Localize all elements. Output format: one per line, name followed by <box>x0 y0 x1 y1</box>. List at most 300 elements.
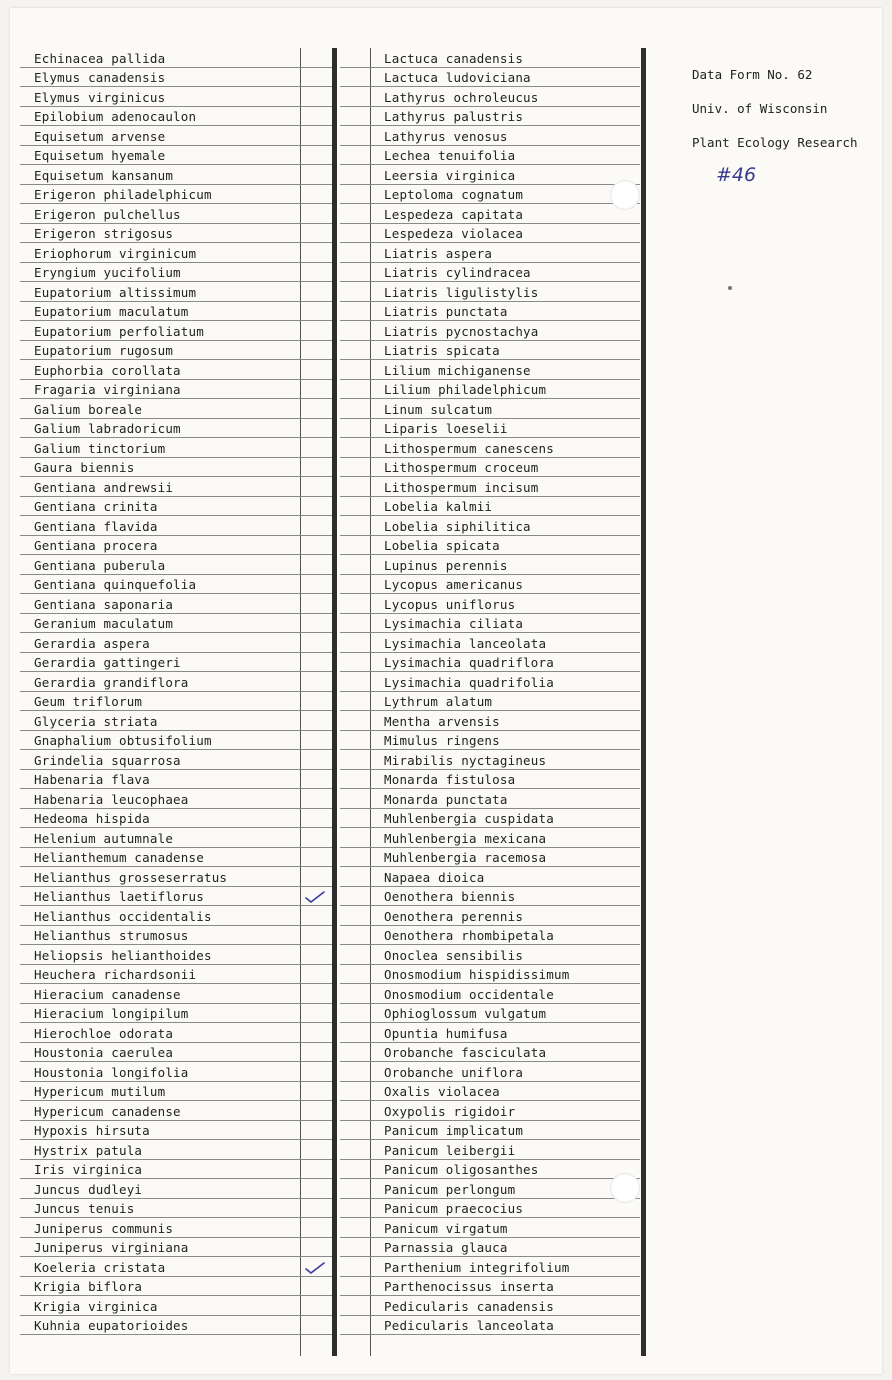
species-row <box>340 399 640 419</box>
species-name: Equisetum arvense <box>34 128 166 144</box>
check-cell[interactable] <box>624 694 646 710</box>
species-name: Oxypolis rigidoir <box>384 1103 516 1119</box>
species-row <box>20 633 332 653</box>
species-name: Juncus dudleyi <box>34 1181 143 1197</box>
species-row <box>20 516 332 536</box>
species-row <box>340 1179 640 1199</box>
check-cell[interactable] <box>304 324 326 340</box>
check-cell[interactable] <box>304 889 326 905</box>
check-cell[interactable] <box>304 948 326 964</box>
check-cell[interactable] <box>624 772 646 788</box>
check-cell[interactable] <box>624 753 646 769</box>
species-row <box>340 1121 640 1141</box>
check-cell[interactable] <box>624 811 646 827</box>
check-cell[interactable] <box>304 636 326 652</box>
check-cell[interactable] <box>624 421 646 437</box>
check-cell[interactable] <box>624 324 646 340</box>
check-cell[interactable] <box>304 597 326 613</box>
species-name: Leptoloma cognatum <box>384 187 524 202</box>
check-cell[interactable] <box>624 1318 646 1334</box>
species-name: Monarda fistulosa <box>384 772 516 787</box>
species-name: Lathyrus venosus <box>384 128 508 144</box>
check-cell[interactable] <box>304 265 326 281</box>
check-cell[interactable] <box>304 499 326 515</box>
department: Plant Ecology Research <box>692 135 858 150</box>
species-row <box>340 516 640 536</box>
species-name: Oxalis violacea <box>384 1084 500 1099</box>
species-row <box>20 926 332 946</box>
species-name: Lobelia spicata <box>384 538 500 553</box>
species-name: Hypericum mutilum <box>34 1084 166 1099</box>
check-cell[interactable] <box>304 363 326 379</box>
check-cell[interactable] <box>624 1279 646 1295</box>
species-name: Heliopsis helianthoides <box>34 947 212 963</box>
check-cell[interactable] <box>624 285 646 301</box>
check-cell[interactable] <box>304 246 326 262</box>
species-row <box>20 1316 332 1336</box>
check-cell[interactable] <box>304 1123 326 1139</box>
check-cell[interactable] <box>304 187 326 203</box>
species-name: Gerardia grandiflora <box>34 674 189 690</box>
check-cell[interactable] <box>304 1143 326 1159</box>
species-name: Muhlenbergia cuspidata <box>384 811 554 826</box>
check-cell[interactable] <box>304 129 326 145</box>
check-cell[interactable] <box>624 51 646 67</box>
species-row <box>20 809 332 829</box>
check-cell[interactable] <box>304 616 326 632</box>
species-row <box>340 828 640 848</box>
check-cell[interactable] <box>624 850 646 866</box>
check-cell[interactable] <box>304 402 326 418</box>
species-name: Hystrix patula <box>34 1142 143 1158</box>
species-name: Mentha arvensis <box>384 713 500 729</box>
species-table <box>10 48 650 1358</box>
check-cell[interactable] <box>304 1240 326 1256</box>
species-name: Gentiana quinquefolia <box>34 577 197 592</box>
species-name: Lycopus americanus <box>384 577 524 592</box>
checkmark-icon <box>304 1260 326 1276</box>
species-row <box>20 360 332 380</box>
species-row <box>20 653 332 673</box>
check-cell[interactable] <box>304 1299 326 1315</box>
species-row <box>340 614 640 634</box>
check-cell[interactable] <box>624 148 646 164</box>
check-cell[interactable] <box>624 948 646 964</box>
check-cell[interactable] <box>624 714 646 730</box>
species-name: Eupatorium altissimum <box>34 284 197 300</box>
check-cell[interactable] <box>624 1045 646 1061</box>
species-row <box>20 224 332 244</box>
check-cell[interactable] <box>304 168 326 184</box>
species-row <box>340 458 640 478</box>
check-cell[interactable] <box>304 792 326 808</box>
species-name: Lobelia kalmii <box>384 499 493 514</box>
species-name: Napaea dioica <box>384 869 485 885</box>
check-cell[interactable] <box>304 811 326 827</box>
check-cell[interactable] <box>304 831 326 847</box>
check-cell[interactable] <box>624 70 646 86</box>
check-cell[interactable] <box>304 382 326 398</box>
species-name: Lysimachia quadrifolia <box>384 674 554 690</box>
species-row <box>20 887 332 907</box>
species-row <box>340 731 640 751</box>
species-row <box>340 341 640 361</box>
check-cell[interactable] <box>624 538 646 554</box>
check-cell[interactable] <box>304 1279 326 1295</box>
checkmark-icon <box>304 889 326 905</box>
check-cell[interactable] <box>624 109 646 125</box>
check-cell[interactable] <box>624 987 646 1003</box>
species-name: Gerardia aspera <box>34 635 150 651</box>
species-name: Juniperus communis <box>34 1220 174 1236</box>
species-row <box>340 282 640 302</box>
check-cell[interactable] <box>304 90 326 106</box>
species-row <box>20 692 332 712</box>
species-row <box>20 1121 332 1141</box>
species-name: Lythrum alatum <box>384 694 493 709</box>
check-cell[interactable] <box>624 1201 646 1217</box>
species-name: Lithospermum croceum <box>384 460 539 475</box>
species-name: Echinacea pallida <box>34 50 166 66</box>
species-name: Lithospermum incisum <box>384 479 539 495</box>
species-row <box>340 926 640 946</box>
species-name: Eryngium yucifolium <box>34 265 181 280</box>
check-cell[interactable] <box>624 265 646 281</box>
species-name: Euphorbia corollata <box>34 362 181 378</box>
species-row <box>20 282 332 302</box>
species-name: Panicum praecocius <box>384 1201 524 1216</box>
species-row <box>20 419 332 439</box>
check-cell[interactable] <box>624 129 646 145</box>
species-name: Fragaria virginiana <box>34 382 181 397</box>
check-cell[interactable] <box>304 285 326 301</box>
check-cell[interactable] <box>624 1221 646 1237</box>
species-row <box>340 1238 640 1258</box>
species-row <box>340 633 640 653</box>
species-row <box>20 1101 332 1121</box>
species-row <box>20 68 332 88</box>
species-name: Panicum leibergii <box>384 1142 516 1158</box>
species-row <box>20 1082 332 1102</box>
species-row <box>20 243 332 263</box>
check-cell[interactable] <box>304 772 326 788</box>
check-cell[interactable] <box>624 616 646 632</box>
species-name: Hypoxis hirsuta <box>34 1123 150 1138</box>
check-cell[interactable] <box>624 1299 646 1315</box>
check-cell[interactable] <box>304 538 326 554</box>
species-row <box>340 1199 640 1219</box>
species-name: Krigia virginica <box>34 1298 158 1314</box>
species-row <box>20 1004 332 1024</box>
species-row <box>340 87 640 107</box>
species-name: Hieracium longipilum <box>34 1006 189 1021</box>
check-cell[interactable] <box>624 441 646 457</box>
species-row <box>340 692 640 712</box>
check-cell[interactable] <box>304 733 326 749</box>
check-cell[interactable] <box>624 246 646 262</box>
check-cell[interactable] <box>624 480 646 496</box>
check-cell[interactable] <box>304 1260 326 1276</box>
species-row <box>20 185 332 205</box>
check-cell[interactable] <box>624 792 646 808</box>
species-name: Lysimachia quadriflora <box>384 655 554 670</box>
species-row <box>20 1043 332 1063</box>
species-name: Equisetum kansanum <box>34 167 174 183</box>
check-cell[interactable] <box>624 1123 646 1139</box>
check-cell[interactable] <box>304 1221 326 1237</box>
check-cell[interactable] <box>304 655 326 671</box>
check-cell[interactable] <box>624 909 646 925</box>
species-name: Eupatorium maculatum <box>34 304 189 319</box>
check-cell[interactable] <box>304 909 326 925</box>
species-row <box>20 594 332 614</box>
check-cell[interactable] <box>304 304 326 320</box>
species-row <box>340 497 640 517</box>
species-name: Helianthus grosseserratus <box>34 869 228 885</box>
species-name: Epilobium adenocaulon <box>34 109 197 124</box>
species-name: Pedicularis canadensis <box>384 1298 554 1314</box>
species-list-left <box>20 48 332 1358</box>
check-cell[interactable] <box>304 870 326 886</box>
check-cell[interactable] <box>304 421 326 437</box>
check-cell[interactable] <box>304 1162 326 1178</box>
species-row <box>340 224 640 244</box>
check-cell[interactable] <box>304 714 326 730</box>
check-cell[interactable] <box>624 928 646 944</box>
check-cell[interactable] <box>624 675 646 691</box>
species-row <box>340 1140 640 1160</box>
species-name: Helianthus strumosus <box>34 928 189 943</box>
check-cell[interactable] <box>624 1240 646 1256</box>
check-cell[interactable] <box>624 1026 646 1042</box>
check-cell[interactable] <box>304 987 326 1003</box>
species-row <box>340 477 640 497</box>
check-cell[interactable] <box>624 597 646 613</box>
check-cell[interactable] <box>624 558 646 574</box>
species-name: Orobanche fasciculata <box>384 1045 547 1060</box>
species-row <box>340 419 640 439</box>
species-row <box>340 1160 640 1180</box>
check-cell[interactable] <box>624 655 646 671</box>
check-cell[interactable] <box>624 343 646 359</box>
check-cell[interactable] <box>304 460 326 476</box>
species-row <box>20 828 332 848</box>
species-name: Gentiana procera <box>34 538 158 553</box>
form-header <box>692 58 858 160</box>
species-row <box>20 263 332 283</box>
check-cell[interactable] <box>624 831 646 847</box>
species-row <box>20 341 332 361</box>
species-name: Gentiana saponaria <box>34 596 174 612</box>
species-name: Liatris punctata <box>384 304 508 319</box>
check-cell[interactable] <box>624 577 646 593</box>
species-name: Liatris ligulistylis <box>384 284 539 300</box>
species-name: Onosmodium hispidissimum <box>384 967 570 982</box>
species-row <box>340 1043 640 1063</box>
check-cell[interactable] <box>304 1084 326 1100</box>
species-name: Pedicularis lanceolata <box>384 1318 554 1333</box>
check-cell[interactable] <box>304 1182 326 1198</box>
species-row <box>20 1179 332 1199</box>
species-row <box>340 165 640 185</box>
check-cell[interactable] <box>624 636 646 652</box>
check-cell[interactable] <box>624 1143 646 1159</box>
species-name: Elymus virginicus <box>34 89 166 105</box>
check-cell[interactable] <box>624 1260 646 1276</box>
species-row <box>340 1257 640 1277</box>
species-row <box>20 1199 332 1219</box>
species-row <box>20 1140 332 1160</box>
species-name: Panicum oligosanthes <box>384 1162 539 1177</box>
institution: Univ. of Wisconsin <box>692 101 828 116</box>
species-row <box>340 1296 640 1316</box>
check-cell[interactable] <box>304 109 326 125</box>
check-cell[interactable] <box>624 870 646 886</box>
species-name: Lilium michiganense <box>384 362 531 378</box>
species-name: Gentiana flavida <box>34 518 158 534</box>
punch-hole-top <box>610 180 640 210</box>
check-cell[interactable] <box>624 519 646 535</box>
species-name: Hedeoma hispida <box>34 811 150 826</box>
species-name: Lathyrus palustris <box>384 109 524 124</box>
species-name: Krigia biflora <box>34 1279 143 1294</box>
species-name: Oenothera perennis <box>384 908 524 924</box>
species-name: Geranium maculatum <box>34 616 174 631</box>
check-cell[interactable] <box>624 1104 646 1120</box>
check-cell[interactable] <box>304 1104 326 1120</box>
species-name: Helianthus occidentalis <box>34 908 212 924</box>
check-cell[interactable] <box>304 148 326 164</box>
species-name: Lobelia siphilitica <box>384 518 531 534</box>
species-row <box>340 1023 640 1043</box>
species-row <box>20 126 332 146</box>
species-row <box>340 438 640 458</box>
check-cell[interactable] <box>624 889 646 905</box>
check-cell[interactable] <box>304 1201 326 1217</box>
species-name: Lupinus perennis <box>384 557 508 573</box>
check-cell[interactable] <box>304 441 326 457</box>
check-cell[interactable] <box>624 226 646 242</box>
check-cell[interactable] <box>304 51 326 67</box>
check-cell[interactable] <box>624 1084 646 1100</box>
species-row <box>340 711 640 731</box>
check-cell[interactable] <box>304 480 326 496</box>
check-cell[interactable] <box>624 967 646 983</box>
check-cell[interactable] <box>304 577 326 593</box>
species-row <box>340 302 640 322</box>
species-name: Lysimachia lanceolata <box>384 635 547 651</box>
species-name: Hieracium canadense <box>34 986 181 1002</box>
species-row <box>340 204 640 224</box>
species-row <box>20 1257 332 1277</box>
check-cell[interactable] <box>304 1045 326 1061</box>
check-cell[interactable] <box>304 207 326 223</box>
species-row <box>340 1004 640 1024</box>
check-cell[interactable] <box>304 753 326 769</box>
check-cell[interactable] <box>304 967 326 983</box>
species-row <box>340 809 640 829</box>
species-name: Gentiana puberula <box>34 557 166 573</box>
species-name: Liparis loeselii <box>384 421 508 436</box>
species-row <box>340 536 640 556</box>
species-row <box>340 1101 640 1121</box>
check-cell[interactable] <box>624 382 646 398</box>
species-row <box>20 87 332 107</box>
species-name: Lechea tenuifolia <box>384 148 516 163</box>
check-cell[interactable] <box>304 850 326 866</box>
check-cell[interactable] <box>304 928 326 944</box>
species-row <box>340 653 640 673</box>
species-name: Hierochloe odorata <box>34 1025 174 1041</box>
species-name: Panicum implicatum <box>384 1123 524 1138</box>
species-name: Parnassia glauca <box>384 1240 508 1255</box>
species-row <box>20 1277 332 1297</box>
check-cell[interactable] <box>624 460 646 476</box>
species-row <box>340 68 640 88</box>
species-name: Liatris pycnostachya <box>384 323 539 339</box>
species-row <box>20 575 332 595</box>
check-cell[interactable] <box>304 558 326 574</box>
check-cell[interactable] <box>304 1318 326 1334</box>
check-cell[interactable] <box>624 733 646 749</box>
species-row <box>20 1238 332 1258</box>
species-name: Helenium autumnale <box>34 830 174 846</box>
species-row <box>340 984 640 1004</box>
check-cell[interactable] <box>304 694 326 710</box>
check-cell[interactable] <box>304 70 326 86</box>
check-cell[interactable] <box>304 1065 326 1081</box>
species-name: Juncus tenuis <box>34 1201 135 1216</box>
species-name: Mirabilis nyctagineus <box>384 752 547 768</box>
species-row <box>340 887 640 907</box>
species-name: Lysimachia ciliata <box>384 616 524 631</box>
species-name: Liatris spicata <box>384 343 500 358</box>
check-cell[interactable] <box>304 675 326 691</box>
species-row <box>340 575 640 595</box>
species-name: Grindelia squarrosa <box>34 752 181 768</box>
species-row <box>20 906 332 926</box>
species-name: Oenothera rhombipetala <box>384 928 554 943</box>
species-row <box>340 360 640 380</box>
check-cell[interactable] <box>624 499 646 515</box>
species-row <box>20 555 332 575</box>
species-name: Koeleria cristata <box>34 1259 166 1275</box>
data-form-page <box>10 8 882 1374</box>
check-cell[interactable] <box>624 1006 646 1022</box>
species-name: Lathyrus ochroleucus <box>384 89 539 105</box>
check-cell[interactable] <box>624 363 646 379</box>
check-cell[interactable] <box>624 1065 646 1081</box>
species-name: Eupatorium rugosum <box>34 343 174 358</box>
check-cell[interactable] <box>624 402 646 418</box>
check-cell[interactable] <box>304 1006 326 1022</box>
check-cell[interactable] <box>304 343 326 359</box>
species-row <box>20 965 332 985</box>
check-cell[interactable] <box>624 90 646 106</box>
check-cell[interactable] <box>304 1026 326 1042</box>
species-row <box>20 770 332 790</box>
check-cell[interactable] <box>304 519 326 535</box>
check-cell[interactable] <box>624 304 646 320</box>
species-row <box>340 321 640 341</box>
species-name: Helianthemum canadense <box>34 850 204 865</box>
species-row <box>20 789 332 809</box>
species-row <box>340 770 640 790</box>
species-name: Panicum perlongum <box>384 1181 516 1197</box>
check-cell[interactable] <box>304 226 326 242</box>
species-name: Liatris aspera <box>384 245 493 261</box>
species-row <box>340 185 640 205</box>
